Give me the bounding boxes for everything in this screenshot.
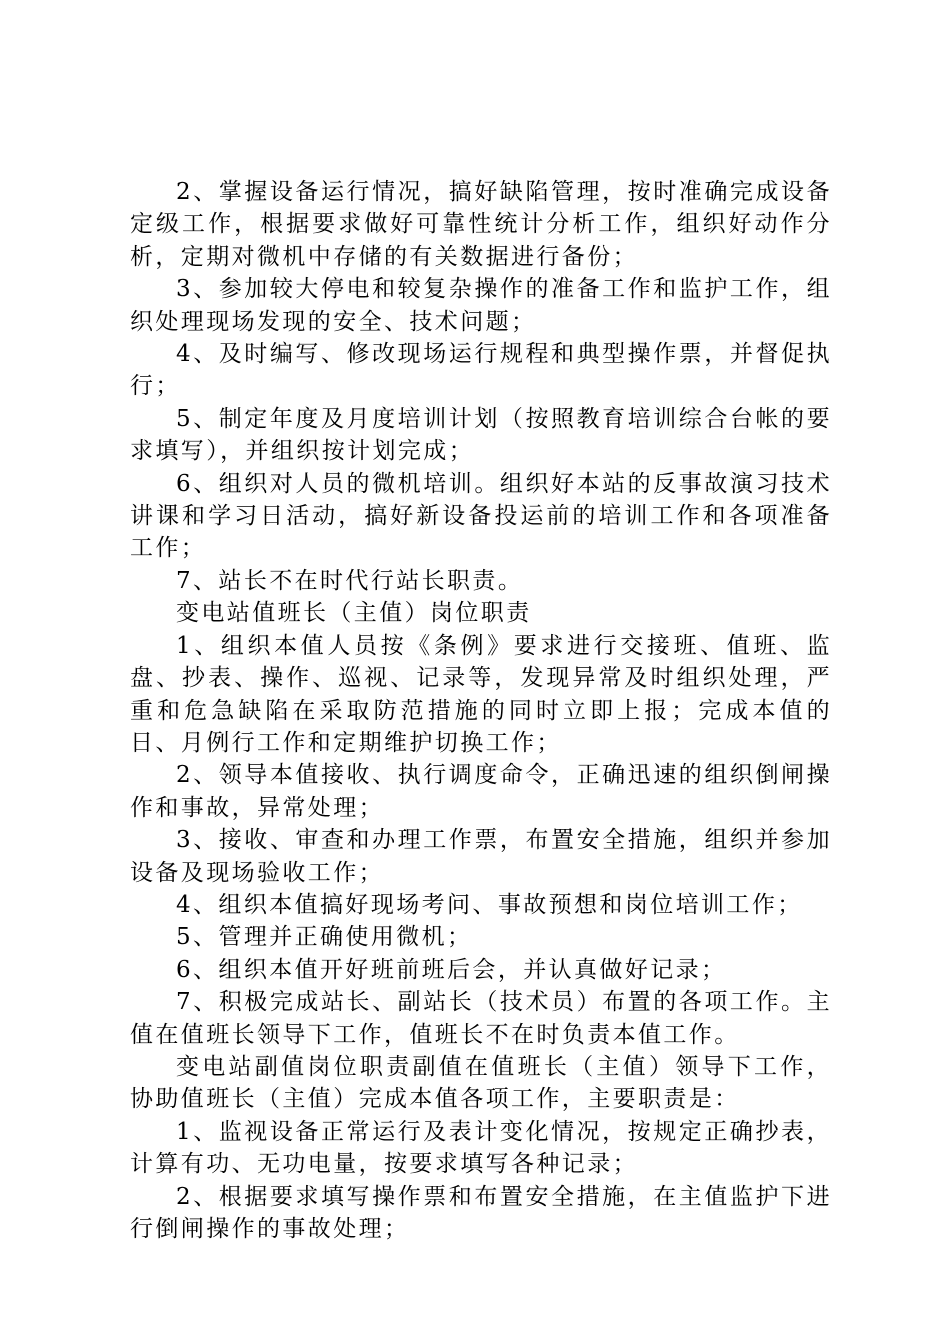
section-heading: 变电站值班长（主值）岗位职责: [176, 600, 532, 627]
paragraph: 6、组织对人员的微机培训。组织好本站的反事故演习技术讲课和学习日活动，搞好新设备投运前的培训工作和各项准备工作；: [130, 470, 832, 562]
paragraph: 5、管理并正确使用微机；: [176, 924, 473, 951]
paragraph: 3、接收、审查和办理工作票，布置安全措施，组织并参加设备及现场验收工作；: [130, 827, 832, 886]
paragraph: 2、领导本值接收、执行调度命令，正确迅速的组织倒闸操作和事故，异常处理；: [130, 762, 832, 821]
section-heading: 变电站副值岗位职责副值在值班长（主值）领导下工作，协助值班长（主值）完成本值各项工作，主要职责是：: [130, 1053, 832, 1113]
paragraph: 4、及时编写、修改现场运行规程和典型操作票，并督促执行；: [130, 341, 832, 400]
paragraph: 2、根据要求填写操作票和布置安全措施，在主值监护下进行倒闸操作的事故处理；: [130, 1183, 832, 1242]
paragraph: 1、组织本值人员按《条例》要求进行交接班、值班、监盘、抄表、操作、巡视、记录等，发现异常及时组织处理，严重和危急缺陷在采取防范措施的同时立即上报；完成本值的日、月例行工作和定期维护切换工作；: [130, 632, 832, 756]
paragraph: 7、积极完成站长、副站长（技术员）布置的各项工作。主值在值班长领导下工作，值班长不在时负责本值工作。: [130, 989, 832, 1048]
paragraph: 2、掌握设备运行情况，搞好缺陷管理，按时准确完成设备定级工作，根据要求做好可靠性统计分析工作，组织好动作分析，定期对微机中存储的有关数据进行备份；: [130, 179, 832, 270]
paragraph: 7、站长不在时代行站长职责。: [176, 567, 524, 594]
paragraph: 4、组织本值搞好现场考问、事故预想和岗位培训工作；: [176, 891, 803, 918]
paragraph: 5、制定年度及月度培训计划（按照教育培训综合台帐的要求填写），并组织按计划完成；: [130, 405, 832, 465]
document-body: [130, 176, 832, 1245]
paragraph: 1、监视设备正常运行及表计变化情况，按规定正确抄表，计算有功、无功电量，按要求填写各种记录；: [130, 1118, 832, 1178]
paragraph: 6、组织本值开好班前班后会，并认真做好记录；: [176, 956, 727, 983]
paragraph: 3、参加较大停电和较复杂操作的准备工作和监护工作，组织处理现场发现的安全、技术问题；: [130, 276, 832, 335]
